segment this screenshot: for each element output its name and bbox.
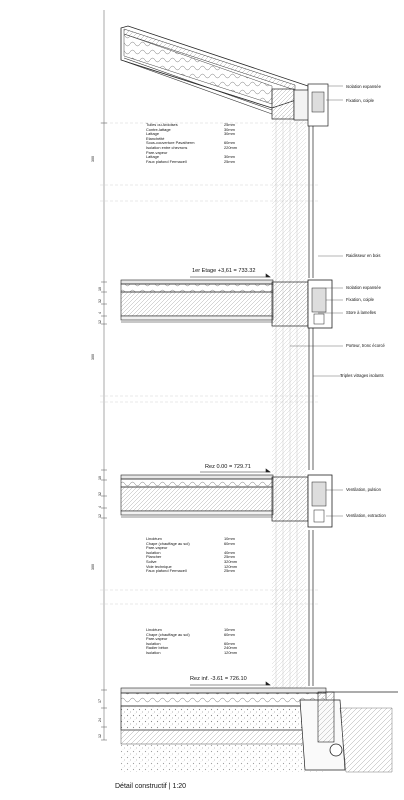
layer-row: Solive 320mm	[146, 558, 237, 564]
dimension-label: 12	[98, 320, 102, 324]
callout-label: Isolation expansée	[346, 84, 381, 89]
layer-row: Radier béton 240mm	[146, 645, 237, 651]
dimension-label: 32	[98, 492, 102, 496]
slab-layer-list	[146, 628, 254, 656]
layer-row: Lattage 30mm	[146, 154, 235, 160]
layer-row: Pare-vapeur	[146, 636, 168, 642]
callout-label: Isolation expansée	[346, 285, 381, 290]
dimension-label: 10	[98, 476, 102, 480]
dimension-label: 4	[98, 506, 102, 508]
layer-row: Isolation 120mm	[146, 649, 237, 655]
layer-row: Vide technique 120mm	[146, 563, 237, 569]
layer-row: Faux plafond Fermacell 25mm	[146, 568, 235, 574]
callout-label: Store à lamelles	[346, 310, 377, 315]
dimension-label: 12	[98, 514, 102, 518]
drawing-caption: Détail constructif | 1:20	[115, 783, 187, 790]
level-label-rez: Rez 0.00 = 729.71	[205, 464, 251, 470]
callout-label: Ventilation, extraction	[346, 513, 386, 518]
layer-row: Isolation entre chevrons 220mm	[146, 144, 237, 150]
callout-label: Fixation, coiple	[346, 297, 374, 302]
layer-row: Contre-lattage 30mm	[146, 126, 235, 132]
callout-label: Raidisseur en bois	[346, 253, 381, 258]
callout-label: Porteur, tronc écorcé	[346, 343, 385, 348]
layer-row: Chape (chauffage au sol) 60mm	[146, 631, 235, 637]
layer-row: Linoléum 10mm	[146, 627, 235, 632]
level-label-etage: 1er Etage +3,61 = 733.32	[192, 268, 256, 274]
layer-row: Sous-couverture Pavatherm 60mm	[146, 140, 235, 146]
level-label-rez-inf: Rez inf. -3.61 = 726.10	[190, 676, 247, 682]
layer-row: Isolation 60mm	[146, 640, 235, 646]
callout-label: Ventilation, pulsion	[346, 487, 381, 492]
dimension-label: 300	[91, 354, 95, 360]
dimension-label: 300	[91, 564, 95, 570]
dimension-label: 12	[98, 734, 102, 738]
floor-layer-list	[146, 537, 254, 574]
dimension-label: 32	[98, 299, 102, 303]
layer-row: Faux plafond Fermacell 25mm	[146, 158, 235, 164]
layer-row: Pare-vapeur	[146, 149, 168, 155]
layer-row: Linoléum 10mm	[146, 536, 235, 541]
layer-row: Etanchéité	[146, 135, 165, 141]
layer-row: Lattage 30mm	[146, 131, 235, 137]
layer-row: Plancher 25mm	[146, 554, 235, 560]
dimension-label: 17	[98, 699, 102, 703]
layer-row: Pare-vapeur	[146, 545, 168, 551]
dimension-label: 24	[98, 718, 102, 722]
dimension-label: 4	[98, 312, 102, 314]
callout-label: Triples vitrages isolants	[340, 373, 384, 378]
dimension-label: 300	[91, 156, 95, 162]
callout-label: Fixation, coiple	[346, 98, 374, 103]
dimension-label: 10	[98, 287, 102, 291]
layer-row: Tuiles ou Ardoises 25mm	[146, 122, 235, 127]
roof-layer-list	[146, 123, 254, 164]
layer-row: Chape (chauffage au sol) 60mm	[146, 540, 235, 546]
layer-row: Isolation 40mm	[146, 549, 235, 555]
